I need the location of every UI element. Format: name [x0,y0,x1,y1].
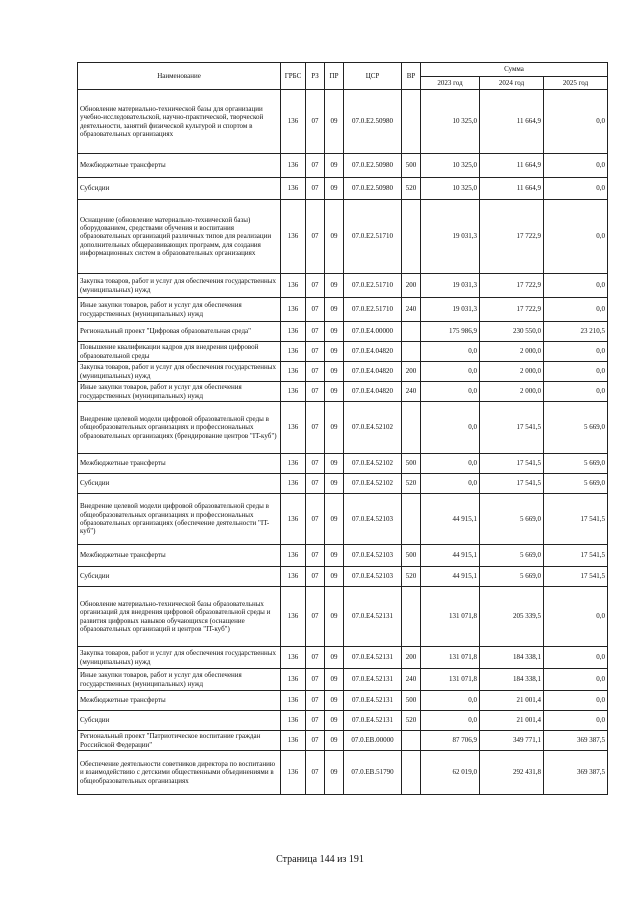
row-vr: 200 [402,647,421,669]
row-sum-2023: 0,0 [421,342,480,362]
row-grbs: 136 [281,274,306,298]
row-csr: 07.0.E4.52131 [344,647,402,669]
row-name: Межбюджетные трансферты [78,691,281,711]
row-name: Обеспечение деятельности советников директора по воспитанию и взаимодействию с детскими общественными объединениями в общеобразовательных организациях [78,751,281,795]
table-row [78,545,608,567]
row-rz: 07 [306,494,325,545]
row-sum-2024: 2 000,0 [480,342,544,362]
row-sum-2023: 131 071,8 [421,669,480,691]
row-pr: 09 [325,322,344,342]
row-csr: 07.0.EВ.51790 [344,751,402,795]
table-row [78,474,608,494]
header-vr: ВР [402,63,421,90]
row-sum-2023: 44 915,1 [421,494,480,545]
row-grbs: 136 [281,454,306,474]
row-sum-2025: 5 669,0 [544,402,608,454]
row-sum-2024: 17 722,9 [480,274,544,298]
row-sum-2025: 17 541,5 [544,494,608,545]
row-vr [402,402,421,454]
row-sum-2025: 5 669,0 [544,454,608,474]
row-pr: 09 [325,545,344,567]
row-name: Межбюджетные трансферты [78,454,281,474]
table-header [78,63,608,90]
row-sum-2025: 0,0 [544,362,608,382]
row-name: Внедрение целевой модели цифровой образовательной среды в общеобразовательных организациях и профессиональных образовательных организациях (брендирование центров "IT-куб") [78,402,281,454]
row-vr: 520 [402,567,421,587]
row-rz: 07 [306,669,325,691]
table-row [78,647,608,669]
row-name: Иные закупки товаров, работ и услуг для обеспечения государственных (муниципальных) нужд [78,298,281,322]
row-rz: 07 [306,751,325,795]
row-vr: 520 [402,178,421,200]
row-csr: 07.0.E4.52131 [344,711,402,731]
row-sum-2024: 17 722,9 [480,298,544,322]
row-sum-2023: 0,0 [421,402,480,454]
row-rz: 07 [306,545,325,567]
row-pr: 09 [325,567,344,587]
row-vr: 500 [402,545,421,567]
row-vr [402,342,421,362]
row-vr [402,494,421,545]
row-name: Обновление материально-технической базы образовательных организаций для внедрения цифровой образовательной среды и развития цифровых навыков обучающихся (оснащение образовательных организаций и центров "IT-куб") [78,587,281,647]
row-csr: 07.0.E2.50980 [344,90,402,154]
page-number: Страница 144 из 191 [276,854,364,865]
row-pr: 09 [325,454,344,474]
row-csr: 07.0.E4.04820 [344,382,402,402]
row-sum-2023: 10 325,0 [421,90,480,154]
row-vr: 240 [402,669,421,691]
row-grbs: 136 [281,200,306,274]
row-sum-2025: 0,0 [544,178,608,200]
row-sum-2023: 0,0 [421,454,480,474]
row-sum-2025: 0,0 [544,274,608,298]
row-grbs: 136 [281,647,306,669]
row-name: Закупка товаров, работ и услуг для обеспечения государственных (муниципальных) нужд [78,647,281,669]
row-csr: 07.0.E2.50980 [344,154,402,178]
row-name: Региональный проект "Патриотическое воспитание граждан Российской Федерации" [78,731,281,751]
row-sum-2023: 44 915,1 [421,567,480,587]
row-rz: 07 [306,731,325,751]
row-sum-2024: 11 664,9 [480,178,544,200]
row-vr [402,751,421,795]
row-name: Иные закупки товаров, работ и услуг для обеспечения государственных (муниципальных) нужд [78,669,281,691]
row-sum-2023: 175 986,9 [421,322,480,342]
row-grbs: 136 [281,751,306,795]
row-sum-2024: 5 669,0 [480,545,544,567]
row-csr: 07.0.E4.52131 [344,691,402,711]
row-rz: 07 [306,382,325,402]
row-sum-2023: 87 706,9 [421,731,480,751]
table-row [78,587,608,647]
row-sum-2023: 10 325,0 [421,154,480,178]
row-rz: 07 [306,154,325,178]
row-sum-2025: 0,0 [544,90,608,154]
table-row [78,691,608,711]
row-grbs: 136 [281,342,306,362]
row-sum-2023: 131 071,8 [421,647,480,669]
table-row [78,90,608,154]
row-sum-2024: 17 541,5 [480,454,544,474]
row-sum-2025: 0,0 [544,647,608,669]
table-row [78,751,608,795]
row-sum-2024: 5 669,0 [480,494,544,545]
row-name: Межбюджетные трансферты [78,154,281,178]
row-name: Иные закупки товаров, работ и услуг для обеспечения государственных (муниципальных) нужд [78,382,281,402]
row-csr: 07.0.E4.52102 [344,474,402,494]
row-grbs: 136 [281,90,306,154]
row-csr: 07.0.E2.50980 [344,178,402,200]
row-sum-2025: 0,0 [544,382,608,402]
row-rz: 07 [306,178,325,200]
row-grbs: 136 [281,711,306,731]
row-sum-2023: 62 019,0 [421,751,480,795]
header-csr: ЦСР [344,63,402,90]
row-sum-2024: 21 001,4 [480,691,544,711]
row-sum-2023: 0,0 [421,382,480,402]
row-sum-2024: 184 338,1 [480,647,544,669]
row-sum-2024: 11 664,9 [480,154,544,178]
row-pr: 09 [325,342,344,362]
row-csr: 07.0.E4.52102 [344,402,402,454]
row-name: Субсидии [78,178,281,200]
row-csr: 07.0.E4.52103 [344,567,402,587]
row-sum-2023: 131 071,8 [421,587,480,647]
row-sum-2023: 44 915,1 [421,545,480,567]
row-pr: 09 [325,200,344,274]
row-grbs: 136 [281,362,306,382]
row-sum-2025: 0,0 [544,669,608,691]
header-rz: РЗ [306,63,325,90]
table-row [78,731,608,751]
table-row [78,200,608,274]
row-pr: 09 [325,751,344,795]
row-grbs: 136 [281,382,306,402]
row-grbs: 136 [281,731,306,751]
row-grbs: 136 [281,545,306,567]
row-pr: 09 [325,474,344,494]
row-sum-2025: 17 541,5 [544,567,608,587]
row-grbs: 136 [281,567,306,587]
row-sum-2024: 2 000,0 [480,382,544,402]
table-body [78,90,608,795]
row-pr: 09 [325,494,344,545]
row-sum-2023: 19 031,3 [421,298,480,322]
row-vr [402,200,421,274]
table-row [78,669,608,691]
row-name: Оснащение (обновление материально-технической базы) оборудованием, средствами обучения и воспитания образовательных организаций различных типов для реализации дополнительных общеразвивающих программ, для создания информационных систем в образовательных организациях [78,200,281,274]
row-name: Межбюджетные трансферты [78,545,281,567]
row-pr: 09 [325,669,344,691]
header-year-2023: 2023 год [421,77,480,90]
row-sum-2025: 23 210,5 [544,322,608,342]
header-year-2025: 2025 год [544,77,608,90]
row-csr: 07.0.E4.52103 [344,494,402,545]
row-csr: 07.0.E4.52131 [344,587,402,647]
header-pr: ПР [325,63,344,90]
row-sum-2025: 369 387,5 [544,751,608,795]
row-pr: 09 [325,154,344,178]
table-row [78,382,608,402]
table-row [78,342,608,362]
row-csr: 07.0.EВ.00000 [344,731,402,751]
header-name: Наименование [78,63,281,90]
row-csr: 07.0.E2.51710 [344,274,402,298]
row-name: Субсидии [78,711,281,731]
row-sum-2023: 0,0 [421,362,480,382]
row-sum-2023: 0,0 [421,474,480,494]
table-row [78,362,608,382]
row-name: Закупка товаров, работ и услуг для обеспечения государственных (муниципальных) нужд [78,362,281,382]
row-rz: 07 [306,711,325,731]
row-csr: 07.0.E2.51710 [344,200,402,274]
row-grbs: 136 [281,298,306,322]
row-sum-2024: 11 664,9 [480,90,544,154]
row-grbs: 136 [281,178,306,200]
row-vr: 520 [402,711,421,731]
row-grbs: 136 [281,474,306,494]
row-vr: 520 [402,474,421,494]
row-rz: 07 [306,647,325,669]
row-vr [402,90,421,154]
table-row [78,402,608,454]
row-grbs: 136 [281,402,306,454]
row-rz: 07 [306,454,325,474]
row-rz: 07 [306,90,325,154]
row-grbs: 136 [281,587,306,647]
row-sum-2025: 5 669,0 [544,474,608,494]
row-name: Субсидии [78,474,281,494]
row-sum-2025: 0,0 [544,342,608,362]
row-csr: 07.0.E4.00000 [344,322,402,342]
row-rz: 07 [306,274,325,298]
row-vr: 200 [402,274,421,298]
row-grbs: 136 [281,494,306,545]
row-vr: 500 [402,691,421,711]
table-row [78,494,608,545]
row-pr: 09 [325,298,344,322]
row-pr: 09 [325,647,344,669]
row-csr: 07.0.E4.52103 [344,545,402,567]
header-year-2024: 2024 год [480,77,544,90]
row-sum-2023: 0,0 [421,691,480,711]
row-name: Субсидии [78,567,281,587]
row-sum-2024: 17 722,9 [480,200,544,274]
row-rz: 07 [306,200,325,274]
row-sum-2023: 19 031,3 [421,274,480,298]
row-sum-2024: 5 669,0 [480,567,544,587]
row-sum-2025: 0,0 [544,711,608,731]
row-grbs: 136 [281,691,306,711]
header-grbs: ГРБС [281,63,306,90]
row-csr: 07.0.E2.51710 [344,298,402,322]
row-pr: 09 [325,178,344,200]
row-rz: 07 [306,342,325,362]
row-rz: 07 [306,298,325,322]
row-sum-2024: 21 001,4 [480,711,544,731]
row-sum-2024: 349 771,1 [480,731,544,751]
table-row [78,711,608,731]
row-csr: 07.0.E4.04820 [344,362,402,382]
row-sum-2023: 10 325,0 [421,178,480,200]
row-csr: 07.0.E4.52131 [344,669,402,691]
row-sum-2023: 19 031,3 [421,200,480,274]
row-sum-2025: 0,0 [544,200,608,274]
row-sum-2025: 0,0 [544,691,608,711]
row-grbs: 136 [281,669,306,691]
row-pr: 09 [325,691,344,711]
row-sum-2023: 0,0 [421,711,480,731]
table-row [78,274,608,298]
row-sum-2025: 0,0 [544,298,608,322]
row-vr [402,587,421,647]
row-pr: 09 [325,362,344,382]
row-vr: 240 [402,382,421,402]
table-row [78,567,608,587]
row-vr: 500 [402,454,421,474]
row-sum-2024: 230 550,0 [480,322,544,342]
row-csr: 07.0.E4.52102 [344,454,402,474]
row-sum-2024: 17 541,5 [480,474,544,494]
row-pr: 09 [325,274,344,298]
row-name: Региональный проект "Цифровая образовательная среда" [78,322,281,342]
row-pr: 09 [325,402,344,454]
row-vr: 200 [402,362,421,382]
row-sum-2024: 2 000,0 [480,362,544,382]
row-pr: 09 [325,587,344,647]
header-sum: Сумма [421,63,608,77]
row-rz: 07 [306,362,325,382]
row-name: Внедрение целевой модели цифровой образовательной среды в общеобразовательных организациях и профессиональных образовательных организациях (обеспечение деятельности "IT-куб") [78,494,281,545]
row-rz: 07 [306,474,325,494]
row-sum-2025: 369 387,5 [544,731,608,751]
row-vr [402,322,421,342]
table-row [78,154,608,178]
row-rz: 07 [306,567,325,587]
row-csr: 07.0.E4.04820 [344,342,402,362]
row-rz: 07 [306,691,325,711]
row-grbs: 136 [281,154,306,178]
row-pr: 09 [325,382,344,402]
row-rz: 07 [306,322,325,342]
table-row [78,298,608,322]
row-pr: 09 [325,731,344,751]
row-pr: 09 [325,711,344,731]
row-vr: 500 [402,154,421,178]
row-sum-2025: 17 541,5 [544,545,608,567]
row-sum-2024: 184 338,1 [480,669,544,691]
row-name: Закупка товаров, работ и услуг для обеспечения государственных (муниципальных) нужд [78,274,281,298]
row-sum-2025: 0,0 [544,587,608,647]
row-vr: 240 [402,298,421,322]
row-name: Повышение квалификации кадров для внедрения цифровой образовательной среды [78,342,281,362]
row-pr: 09 [325,90,344,154]
row-rz: 07 [306,587,325,647]
row-sum-2024: 205 339,5 [480,587,544,647]
row-name: Обновление материально-технической базы для организации учебно-исследовательской, научно-практической, творческой деятельности, занятий физической культурой и спортом в образовательных организациях [78,90,281,154]
table-row [78,322,608,342]
row-rz: 07 [306,402,325,454]
table-row [78,454,608,474]
row-sum-2024: 17 541,5 [480,402,544,454]
row-grbs: 136 [281,322,306,342]
table-row [78,178,608,200]
budget-table [77,62,608,795]
row-sum-2025: 0,0 [544,154,608,178]
row-vr [402,731,421,751]
row-sum-2024: 292 431,8 [480,751,544,795]
